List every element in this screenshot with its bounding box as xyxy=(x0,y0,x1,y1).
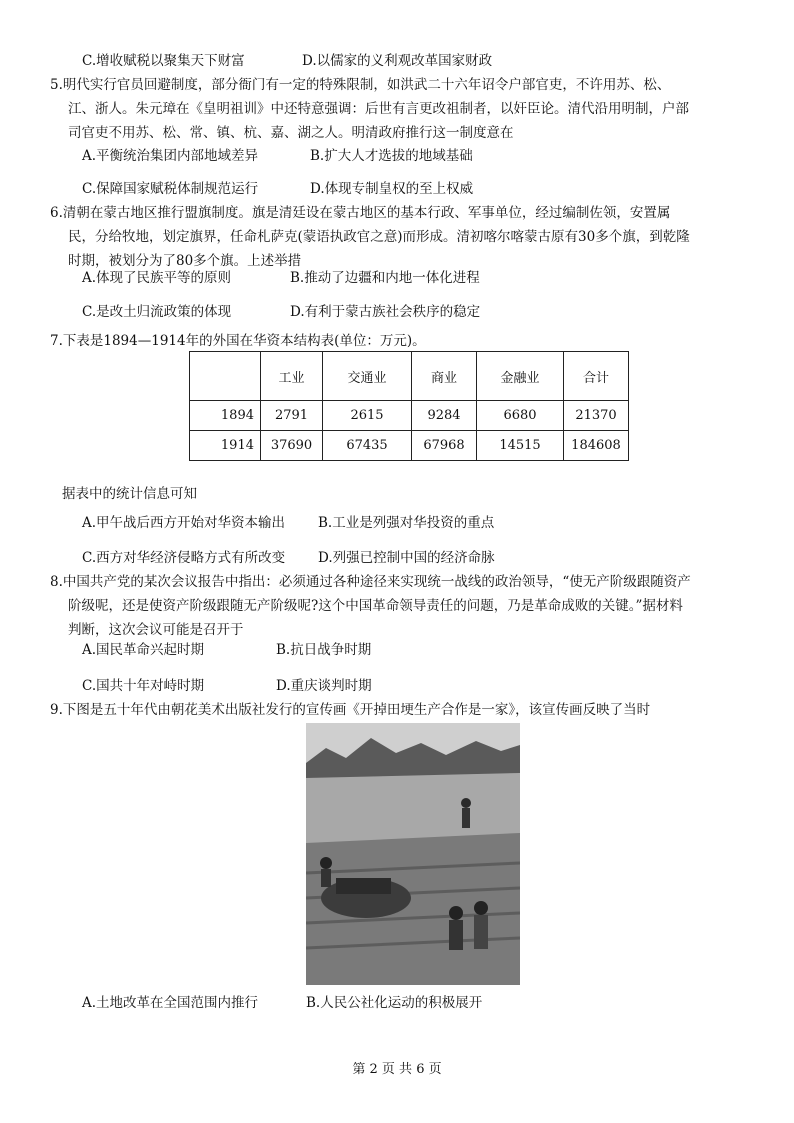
q6-stem-line3: 时期，被划分为了80多个旗。上述举措 xyxy=(68,253,302,269)
q6-option-b: B.推动了边疆和内地一体化进程 xyxy=(290,270,480,286)
q7-option-b: B.工业是列强对华投资的重点 xyxy=(318,515,495,531)
table-cell: 21370 xyxy=(564,401,629,431)
q7-option-c: C.西方对华经济侵略方式有所改变 xyxy=(82,550,286,566)
q9-option-b: B.人民公社化运动的积极展开 xyxy=(306,995,483,1011)
q5-stem-line2: 江、浙人。朱元璋在《皇明祖训》中还特意强调：后世有言更改祖制者，以奸臣论。清代沿用明制，户部 xyxy=(68,101,689,117)
table-cell: 1914 xyxy=(190,431,261,461)
table-header-cell xyxy=(190,352,261,401)
q5-option-a: A.平衡统治集团内部地域差异 xyxy=(82,148,259,164)
table-cell: 67968 xyxy=(412,431,477,461)
q9-stem: 9.下图是五十年代由朝花美术出版社发行的宣传画《开掉田埂生产合作是一家》，该宣传画反映了当时 xyxy=(50,702,651,718)
table-header-row xyxy=(190,352,629,401)
q5-stem-line3: 司官吏不用苏、松、常、镇、杭、嘉、湖之人。明清政府推行这一制度意在 xyxy=(68,125,514,141)
table-cell: 184608 xyxy=(564,431,629,461)
q8-option-a: A.国民革命兴起时期 xyxy=(82,642,205,658)
q5-option-b: B.扩大人才选拔的地域基础 xyxy=(310,148,473,164)
q6-option-d: D.有利于蒙古族社会秩序的稳定 xyxy=(290,304,481,320)
q7-option-d: D.列强已控制中国的经济命脉 xyxy=(318,550,495,566)
q7-question: 据表中的统计信息可知 xyxy=(62,486,197,502)
q8-option-c: C.国共十年对峙时期 xyxy=(82,678,205,694)
table-cell: 1894 xyxy=(190,401,261,431)
q9-option-a: A.土地改革在全国范围内推行 xyxy=(82,995,259,1011)
q6-option-a: A.体现了民族平等的原则 xyxy=(82,270,232,286)
table-cell: 2615 xyxy=(323,401,412,431)
q7-stem: 7.下表是1894—1914年的外国在华资本结构表(单位：万元)。 xyxy=(50,333,426,349)
q4-option-d: D.以儒家的义利观改革国家财政 xyxy=(302,53,493,69)
table-header-cell: 交通业 xyxy=(323,352,412,401)
q6-stem-line1: 6.清朝在蒙古地区推行盟旗制度。旗是清廷设在蒙古地区的基本行政、军事单位，经过编制佐领，安置属 xyxy=(50,205,671,221)
table-cell: 37690 xyxy=(261,431,323,461)
q5-option-c: C.保障国家赋税体制规范运行 xyxy=(82,181,259,197)
table-cell: 9284 xyxy=(412,401,477,431)
page-footer: 第 2 页 共 6 页 xyxy=(352,1062,442,1077)
capital-structure-table xyxy=(189,351,629,461)
table-header-cell: 合计 xyxy=(564,352,629,401)
q4-option-c: C.增收赋税以聚集天下财富 xyxy=(82,53,245,69)
q5-option-d: D.体现专制皇权的至上权威 xyxy=(310,181,474,197)
painting-illustration xyxy=(306,723,520,985)
q6-option-c: C.是改土归流政策的体现 xyxy=(82,304,232,320)
q8-stem-line1: 8.中国共产党的某次会议报告中指出：必须通过各种途径来实现统一战线的政治领导，“使无产阶级跟随资产 xyxy=(50,574,691,590)
q8-option-b: B.抗日战争时期 xyxy=(276,642,372,658)
table-header-cell: 工业 xyxy=(261,352,323,401)
table-cell: 6680 xyxy=(477,401,564,431)
table-row xyxy=(190,431,629,461)
table-cell: 14515 xyxy=(477,431,564,461)
table-header-cell: 商业 xyxy=(412,352,477,401)
q5-stem-line1: 5.明代实行官员回避制度，部分衙门有一定的特殊限制，如洪武二十六年诏令户部官吏，不许用苏、松、 xyxy=(50,77,671,93)
q8-option-d: D.重庆谈判时期 xyxy=(276,678,372,694)
q8-stem-line2: 阶级呢，还是使资产阶级跟随无产阶级呢?这个中国革命领导责任的问题，乃是革命成败的关键。”据材料 xyxy=(68,598,683,614)
table-row xyxy=(190,401,629,431)
table-cell: 2791 xyxy=(261,401,323,431)
table-cell: 67435 xyxy=(323,431,412,461)
table-header-cell: 金融业 xyxy=(477,352,564,401)
propaganda-painting xyxy=(306,723,520,985)
q8-stem-line3: 判断，这次会议可能是召开于 xyxy=(68,622,244,638)
q6-stem-line2: 民，分给牧地，划定旗界，任命札萨克(蒙语执政官之意)而形成。清初喀尔喀蒙古原有30多个旗，到乾隆 xyxy=(68,229,690,245)
q7-option-a: A.甲午战后西方开始对华资本输出 xyxy=(82,515,286,531)
